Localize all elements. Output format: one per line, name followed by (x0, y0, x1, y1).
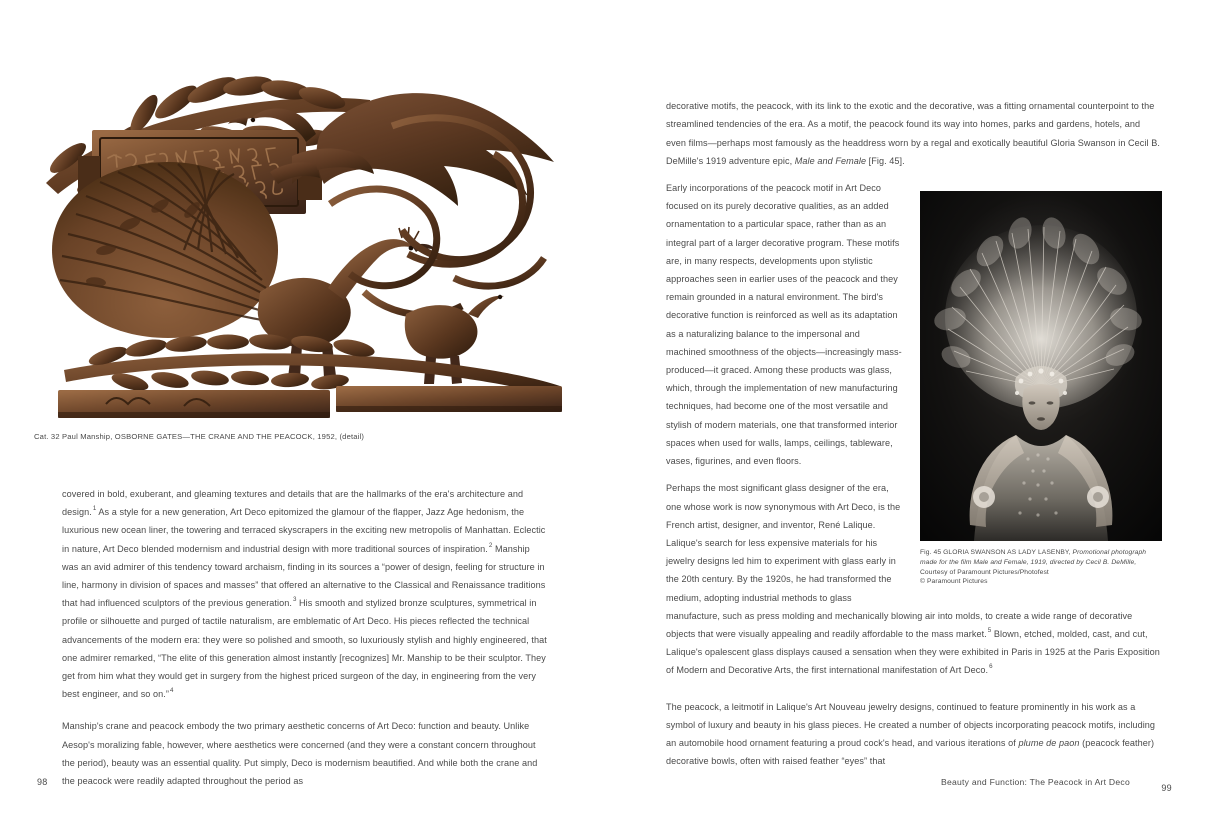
artwork-figure (34, 38, 574, 426)
right-page (604, 0, 1209, 827)
text-run: Blown, etched, molded, cast, and cut, Lalique's opalescent glass displays caused a sensation when they were exhibited in Paris in 1925 at the Paris Exposition of Modern and Decorative Arts, the first international manifestation of Art Deco. (666, 628, 1160, 676)
text-run: (peacock feather) decorative bowls, often with raised feather “eyes” that (666, 738, 1155, 767)
text-run: Manship's crane and peacock embody the two primary aesthetic concerns of Art Deco: function and beauty. Unlike Aesop's moralizing fable, however, where aesthetics were concerned (and they were a constant concern throughout the period), beauty was an essential quality. Put simply, Deco is modernism beautified. And while both the crane and the peacock were readily adapted throughout the period as (62, 721, 538, 787)
text-run: Early incorporations of the peacock motif in Art Deco focused on its purely decorative qualities, as an added ornamentation to a particular space, rather than as an integral part of a larger decorative program. These motifs are, in many respects, developments upon stylistic approaches seen in earlier uses of the peacock and they remain grounded in a natural environment. The bird's decorative function is reinforced as well as its adaptation as a naturalizing balance to the impersonal and machined smoothness of the objects—increasingly mass-produced—it graced. Among these products was glass, which, through the implementation of new manufacturing techniques, had become one of the most versatile and stylish of modern materials, one that transformed interior spaces when used for walls, lamps, ceilings, tableware, vases, figurines, and even floors. (666, 183, 902, 467)
footnote-marker: 1 (92, 505, 97, 513)
text-run: Manship was an avid admirer of this tendency toward archaism, finding in its sources a “power of design, feeling for structure in line, harmony in division of spaces and masses” that offered an alternative to the Classical and Renaissance traditions that had influenced sculptors of the previous generation. (62, 543, 546, 609)
artwork-caption-prefix: Cat. 32 Paul Manship, (34, 432, 115, 441)
page-number-right: 99 (1161, 783, 1172, 793)
paragraph (62, 717, 548, 790)
figure-caption-desc: Promotional photograph made for the film (920, 549, 1147, 566)
footnote-marker: 2 (488, 541, 493, 549)
gloria-swanson-figure (920, 191, 1162, 587)
gloria-swanson-photo (920, 191, 1162, 541)
text-run: decorative motifs, the peacock, with its link to the exotic and the decorative, was a fitting ornamental counterpoint to the streamlined tendencies of the era. As a motif, the peacock found its way into homes, parks and gardens, hotels, and even films—perhaps most famously as the headdress worn by a regal and exotically beautiful Gloria Swanson in Cecil B. DeMille's 1919 adventure epic, (666, 101, 1160, 166)
italic-run: plume de paon (1018, 738, 1080, 749)
text-run: Perhaps the most significant glass designer of the era, one whose work is now synonymous with Art Deco, is the French artist, designer, and inventor, René Lalique. Lalique's search for less expensive materials for his jewelry designs led him to experiment with glass early in the 20th century. By the 1920s, he had transformed the medium, adopting industrial methods to glass manufacture, such as press molding and mechanically blowing air into molds, to create a wide range of decorative objects that were visually appealing and readily affordable to the mass market. (666, 483, 1133, 639)
paragraph (666, 698, 1162, 771)
figure-caption-copyright: © Paramount Pictures (920, 578, 988, 586)
artwork-caption-title: OSBORNE GATES—THE CRANE AND THE PEACOCK (114, 432, 313, 441)
footnote-marker: 6 (989, 663, 993, 671)
page-number-left: 98 (37, 777, 48, 787)
footnote-marker: 3 (292, 596, 297, 604)
footnote-marker: 5 (987, 626, 992, 634)
artwork-caption (34, 432, 574, 442)
text-run: The peacock, a leitmotif in Lalique's Art Nouveau jewelry designs, continued to feature prominently in his work as a symbol of luxury and beauty in his glass pieces. He created a number of objects incorporating peacock motifs, including an automobile hood ornament featuring a proud cock's head, and various iterations of (666, 701, 1156, 749)
text-run: As a style for a new generation, Art Deco epitomized the glamour of the flapper, Jazz Age hedonism, the luxurious new ocean liner, the towering and terraced skyscrapers in the exciting new metropolis of Manhattan. Eclectic in nature, Art Deco blended modernism and industrial design with more traditional sources of inspiration. (62, 507, 546, 554)
figure-caption-courtesy: Courtesy of Paramount Pictures/Photofest (920, 568, 1049, 576)
italic-run: Male and Female (794, 155, 867, 166)
paragraph (666, 97, 1162, 170)
text-run: [Fig. 45]. (866, 155, 905, 166)
figure-caption-credit: , 1919, directed by Cecil B. DeMille, (1026, 558, 1137, 566)
running-head: Beauty and Function: The Peacock in Art Deco (940, 777, 1130, 787)
text-run: covered in bold, exuberant, and gleaming textures and details that are the hallmarks of the era's architecture and design. (62, 489, 524, 518)
right-column-body (666, 88, 1162, 780)
left-page (0, 0, 604, 827)
figure-caption-film-title: Male and Female (973, 558, 1027, 566)
paragraph (62, 485, 548, 703)
text-run: His smooth and stylized bronze sculptures, symmetrical in profile or silhouette and purged of tactile naturalism, are emblematic of Art Deco. His pieces reflected the technical advancements of the modern era: they were so polished and smooth, so luxuriously stylish and highly engineered, that one admirer remarked, “The elite of this generation almost instantly [recognizes] Mr. Manship to be their sculptor. They get from him what they would get in surgery from the highest priced surgeon of the day, in engineering from the very best engineer, and so on.” (62, 598, 547, 700)
footnote-marker: 4 (169, 687, 174, 695)
osborne-gates-image (34, 38, 574, 426)
figure-caption (920, 548, 1162, 587)
figure-caption-lead: Fig. 45 GLORIA SWANSON AS LADY LASENBY, (920, 549, 1073, 556)
artwork-caption-suffix: , 1952, (detail) (312, 432, 365, 441)
left-column-body (62, 485, 548, 790)
